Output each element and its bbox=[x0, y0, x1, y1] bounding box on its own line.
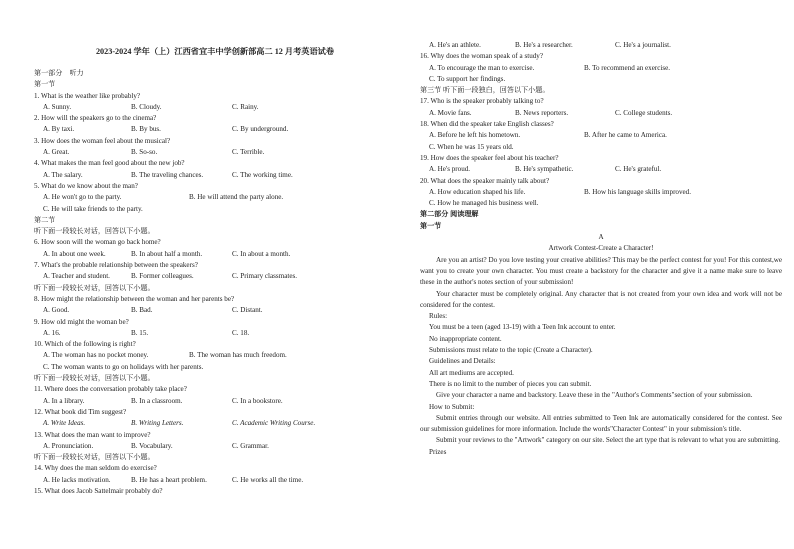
question-text: 12. What book did Tim suggest? bbox=[34, 407, 127, 416]
option: A. How education shaped his life. bbox=[429, 187, 526, 196]
options-row bbox=[34, 328, 396, 339]
option: C. He's grateful. bbox=[615, 165, 662, 174]
option: B. He's a researcher. bbox=[515, 41, 573, 49]
options-row bbox=[420, 130, 782, 141]
submit-item: Submit your reviews to the "Artwork" category on our site. Select the art type that is relevant to what you are submitting. bbox=[436, 436, 781, 445]
options-row bbox=[34, 418, 396, 429]
option: C. Grammar. bbox=[232, 441, 269, 450]
question-text: 1. What is the weather like probably? bbox=[34, 91, 141, 100]
options-row bbox=[420, 198, 782, 209]
option: A. Pronunciation. bbox=[43, 441, 94, 450]
option: A. The salary. bbox=[43, 170, 83, 179]
section-2-label: 第二节 bbox=[34, 215, 56, 224]
option: C. How he managed his business well. bbox=[429, 199, 539, 208]
options-row bbox=[34, 249, 396, 260]
options-row bbox=[34, 350, 396, 361]
options-row bbox=[34, 271, 396, 282]
option: B. How his language skills improved. bbox=[584, 187, 691, 196]
option: C. He's a journalist. bbox=[615, 41, 671, 49]
question-text: 14. Why does the man seldom do exercise? bbox=[34, 464, 157, 473]
question-text: 3. How does the woman feel about the musical? bbox=[34, 136, 171, 145]
question-group-1 bbox=[34, 91, 396, 215]
right-column bbox=[420, 0, 782, 458]
option: B. To recommend an exercise. bbox=[584, 63, 671, 72]
option: A. Before he left his hometown. bbox=[429, 131, 521, 140]
option: B. After he came to America. bbox=[584, 131, 667, 140]
option: B. He will attend the party alone. bbox=[189, 193, 284, 202]
option: C. Academic Writing Course. bbox=[232, 419, 316, 428]
exam-title: 2023-2024 学年（上）江西省宜丰中学创新部高二 12 月考英语试卷 bbox=[95, 47, 335, 56]
question-text: 17. Who is the speaker probably talking to? bbox=[420, 97, 544, 106]
option: A. Great. bbox=[43, 148, 70, 157]
options-row bbox=[34, 170, 396, 181]
options-row bbox=[34, 124, 396, 135]
option: C. To support her findings. bbox=[429, 74, 506, 83]
question-text: 6. How soon will the woman go back home? bbox=[34, 238, 161, 247]
rule-item: You must be a teen (aged 13-19) with a Teen Ink account to enter. bbox=[429, 323, 616, 332]
submit-label: How to Submit: bbox=[429, 402, 475, 411]
options-row bbox=[420, 74, 782, 85]
question-text: 20. What does the speaker mainly talk about? bbox=[420, 176, 550, 185]
options-row bbox=[34, 305, 396, 316]
question-text: 9. How old might the woman be? bbox=[34, 317, 129, 326]
option: B. Bad. bbox=[131, 306, 153, 315]
options-row bbox=[34, 362, 396, 373]
section-1-label: 第一节 bbox=[34, 80, 56, 89]
instruction: 听下面一段较长对话，回答以下小题。 bbox=[34, 453, 155, 462]
option: B. Former colleagues. bbox=[131, 272, 194, 281]
option: A. By taxi. bbox=[43, 125, 75, 134]
question-text: 5. What do we know about the man? bbox=[34, 181, 138, 190]
option: B. In a classroom. bbox=[131, 396, 183, 405]
options-row bbox=[34, 204, 396, 215]
part1-heading: 第一部分 听力 bbox=[34, 69, 84, 77]
option: A. Teacher and student. bbox=[43, 272, 110, 281]
guideline-item: There is no limit to the number of pieces you can submit. bbox=[429, 379, 592, 388]
part2-heading: 第二部分 阅读理解 bbox=[420, 210, 479, 219]
option: A. Movie fans. bbox=[429, 108, 472, 117]
option: C. In about a month. bbox=[232, 249, 291, 258]
question-text: 4. What makes the man feel good about the new job? bbox=[34, 159, 185, 168]
instruction: 听下面一段较长对话，回答以下小题。 bbox=[34, 283, 155, 292]
option: B. News reporters. bbox=[515, 108, 569, 117]
rule-item: Submissions must relate to the topic (Create a Character). bbox=[429, 346, 593, 355]
options-row bbox=[420, 187, 782, 198]
options-row bbox=[420, 63, 782, 74]
rules-label: Rules: bbox=[429, 312, 448, 321]
question-text: 2. How will the speakers go to the cinema? bbox=[34, 114, 157, 123]
part2-section-label: 第一节 bbox=[420, 221, 442, 230]
option: B. In about half a month. bbox=[131, 249, 203, 258]
options-row bbox=[34, 102, 396, 113]
question-group-3 bbox=[34, 294, 396, 373]
section-3-label: 第三节 听下面一段独白，回答以下小题。 bbox=[420, 86, 550, 95]
option: B. He has a heart problem. bbox=[131, 475, 207, 484]
question-text: 10. Which of the following is right? bbox=[34, 340, 136, 349]
question-15: 15. What does Jacob Sattelmair probably do? bbox=[34, 486, 163, 495]
option: A. Write Ideas. bbox=[43, 419, 86, 428]
passage-paragraph: Your character must be completely original. Any character that is not created from your own idea and work will not be considered for the contest. bbox=[420, 289, 782, 309]
question-text: 18. When did the speaker take English classes? bbox=[420, 120, 554, 129]
option: A. In about one week. bbox=[43, 249, 106, 258]
option: A. He lacks motivation. bbox=[43, 475, 111, 484]
options-row bbox=[34, 441, 396, 452]
option: C. He works all the time. bbox=[232, 475, 304, 484]
option: B. So-so. bbox=[131, 148, 158, 157]
question-group-4 bbox=[34, 384, 396, 452]
option: B. The traveling chances. bbox=[131, 170, 204, 179]
guideline-item: Give your character a name and backstory. Leave these in the "Author's Comments"section of your submission. bbox=[436, 391, 753, 400]
question-text: 8. How might the relationship between the woman and her parents be? bbox=[34, 294, 235, 303]
question-text: 7. What's the probable relationship between the speakers? bbox=[34, 261, 198, 270]
instruction: 听下面一段较长对话，回答以下小题。 bbox=[34, 227, 155, 236]
option: B. The woman has much freedom. bbox=[189, 351, 287, 360]
question-15-options bbox=[420, 40, 782, 51]
option: A. The woman has no pocket money. bbox=[43, 351, 149, 360]
options-row bbox=[34, 396, 396, 407]
option: A. 16. bbox=[43, 328, 61, 337]
question-group-6 bbox=[420, 51, 782, 85]
option: A. In a library. bbox=[43, 396, 85, 405]
left-column bbox=[34, 0, 396, 497]
option: C. 18. bbox=[232, 328, 250, 337]
option: B. By bus. bbox=[131, 125, 161, 134]
question-text: 11. Where does the conversation probably take place? bbox=[34, 385, 187, 394]
option: B. Cloudy. bbox=[131, 102, 162, 111]
option: B. Vocabulary. bbox=[131, 441, 173, 450]
option: B. 15. bbox=[131, 328, 149, 337]
option: B. He's sympathetic. bbox=[515, 165, 574, 174]
submit-item: Submit entries through our website. All entries submitted to Teen Ink are automatically considered for the contest. See our submission guidelines for more information. Include the words"Character Contest" in your submission's title. bbox=[420, 413, 782, 434]
option: C. The working time. bbox=[232, 170, 293, 179]
options-row bbox=[420, 164, 782, 175]
passage-paragraph: Are you an artist? Do you love testing your creative abilities? This may be the perfect contest for you! For this contest,we want you to create your own character. You must create a backstory for the character and give it a name make sure to leave these in the author's notes section of your submission! bbox=[420, 255, 782, 287]
option: A. To encourage the man to exercise. bbox=[429, 63, 535, 72]
option: C. Rainy. bbox=[232, 102, 259, 111]
question-text: 16. Why does the woman speak of a study? bbox=[420, 52, 543, 61]
option: C. When he was 15 years old. bbox=[429, 142, 514, 151]
option: C. In a bookstore. bbox=[232, 396, 283, 405]
option: B. Writing Letters. bbox=[131, 419, 184, 428]
option: C. Primary classmates. bbox=[232, 272, 298, 281]
passage-letter: A bbox=[598, 233, 604, 242]
options-row bbox=[34, 475, 396, 486]
instruction: 听下面一段较长对话，回答以下小题。 bbox=[34, 374, 155, 383]
question-text: 19. How does the speaker feel about his teacher? bbox=[420, 153, 559, 162]
guidelines-label: Guidelines and Details: bbox=[429, 357, 496, 366]
option: A. Good. bbox=[43, 306, 70, 315]
option: A. Sunny. bbox=[43, 102, 72, 111]
option: C. Distant. bbox=[232, 306, 263, 315]
option: C. By underground. bbox=[232, 125, 289, 134]
options-row bbox=[34, 192, 396, 203]
question-text: 13. What does the man want to improve? bbox=[34, 430, 151, 439]
option: C. He will take friends to the party. bbox=[43, 204, 143, 213]
question-group-5 bbox=[34, 463, 396, 486]
question-group-2 bbox=[34, 237, 396, 282]
rule-item: No inappropriate content. bbox=[429, 334, 502, 343]
option: A. He won't go to the party. bbox=[43, 193, 122, 202]
option: C. College students. bbox=[615, 108, 673, 117]
options-row bbox=[420, 142, 782, 153]
option: C. Terrible. bbox=[232, 148, 265, 157]
question-group-7 bbox=[420, 96, 782, 209]
option: C. The woman wants to go on holidays with her parents. bbox=[43, 362, 204, 371]
guideline-item: All art mediums are accepted. bbox=[429, 368, 514, 377]
passage-title: Artwork Contest-Create a Character! bbox=[548, 244, 654, 253]
option: A. He's an athlete. bbox=[429, 41, 481, 49]
options-row bbox=[34, 147, 396, 158]
option: A. He's proud. bbox=[429, 165, 471, 174]
options-row bbox=[420, 108, 782, 119]
prizes-label: Prizes bbox=[429, 447, 447, 456]
